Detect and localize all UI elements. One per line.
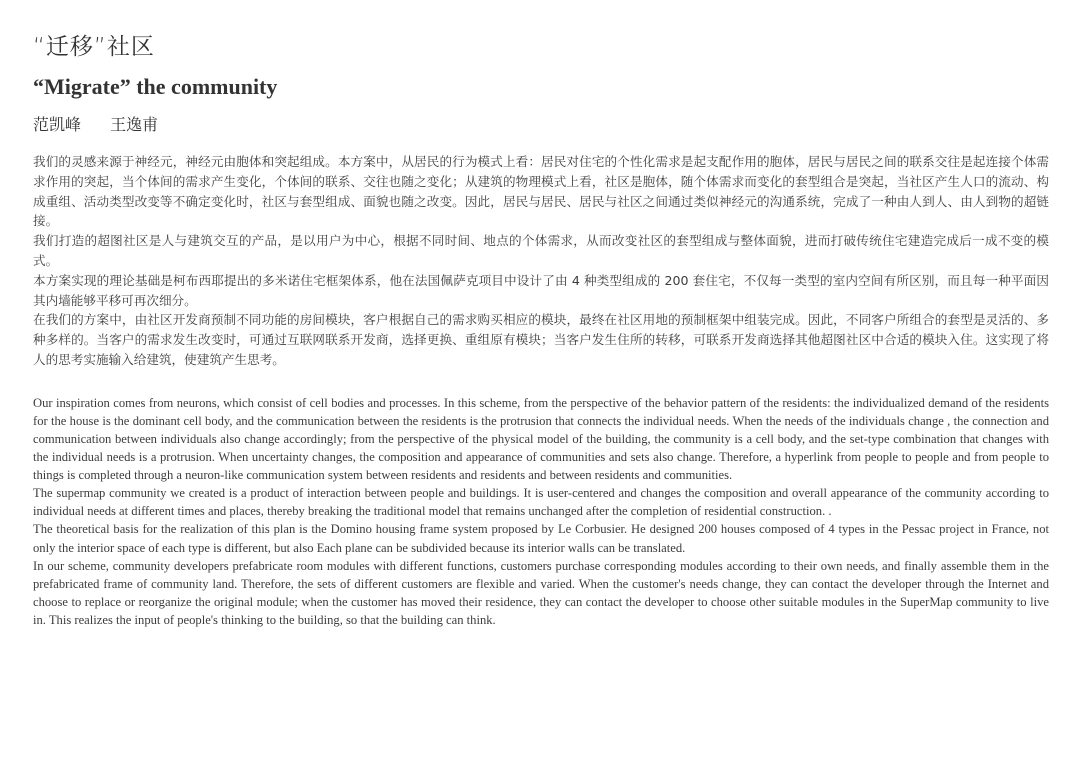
title-chinese: “迁移”社区 bbox=[33, 34, 155, 60]
paragraph-en-2: The supermap community we created is a product of interaction between people and buildings. It is user-centered and changes the composition and overall appearance of the community according to individual needs at different times and places, thereby breaking the traditional model that remains unchanged after the completion of residential construction. . bbox=[33, 486, 1049, 519]
author-line bbox=[33, 112, 1049, 138]
paragraph-en-3: The theoretical basis for the realization of this plan is the Domino housing frame system proposed by Le Corbusier. He designed 200 houses composed of 4 types in the Pessac project in France, not only the interior space of each type is different, but also Each plane can be subdivided because its interior walls can be translated. bbox=[33, 522, 1049, 555]
paragraph-cn-4: 在我们的方案中，由社区开发商预制不同功能的房间模块，客户根据自己的需求购买相应的模块，最终在社区用地的预制框架中组装完成。因此，不同客户所组合的套型是灵活的、多种多样的。当客户的需求发生改变时，可通过互联网联系开发商，选择更换、重组原有模块；当客户发生住所的转移，可联系开发商选择其他超图社区中合适的模块入住。这实现了将人的思考实施输入给建筑，使建筑产生思考。 bbox=[33, 312, 1049, 367]
chinese-body-text bbox=[33, 152, 1049, 370]
author-name: 范凯峰 bbox=[33, 115, 82, 134]
paragraph-cn-1: 我们的灵感来源于神经元，神经元由胞体和突起组成。本方案中，从居民的行为模式上看：居民对住宅的个性化需求是起支配作用的胞体，居民与居民之间的联系交往是起连接个体需求作用的突起，当个体间的需求产生变化，个体间的联系、交往也随之变化；从建筑的物理模式上看，社区是胞体，随个体需求而变化的套型组合是突起，当社区产生人口的流动、构成重组、活动类型改变等不确定变化时，社区与套型组成、面貌也随之改变。因此，居民与居民、居民与社区之间通过类似神经元的沟通系统，完成了一种由人到人、由人到物的超链接。 bbox=[33, 154, 1049, 229]
author-name: 王逸甫 bbox=[110, 115, 159, 134]
paragraph-cn-2: 我们打造的超图社区是人与建筑交互的产品，是以用户为中心，根据不同时间、地点的个体需求，从而改变社区的套型组成与整体面貌，进而打破传统住宅建造完成后一成不变的模式。 bbox=[33, 233, 1049, 268]
paragraph-en-4: In our scheme, community developers prefabricate room modules with different functions, customers purchase corresponding modules according to their own needs, and finally assemble them in the prefabricated frame of community land. Therefore, the sets of different customers are flexible and varied. When the customer's needs change, they can contact the developer through the Internet and choose to replace or reorganize the original module; when the customer has moved their residence, they can contact the developer to choose other suitable modules in the SuperMap community to live in. This realizes the input of people's thinking to the building, so that the building can think. bbox=[33, 558, 1049, 627]
paragraph-en-1: Our inspiration comes from neurons, which consist of cell bodies and processes. In this scheme, from the perspective of the behavior pattern of the residents: the individualized demand of the residents for the house is the dominant cell body, and the communication between the residents is the protrusion that connects the individual needs. When the needs of the individuals change , the connection and communication between individuals also change accordingly; from the perspective of the physical model of the building, the community is a cell body, and the set-type combination that changes with the individual needs is a protrusion. When uncertainty changes, the composition and appearance of communities and sets also change. Therefore, a hyperlink from people to people and from people to things is completed through a neuron-like communication system between residents and residents and between residents and communities. bbox=[33, 395, 1049, 483]
title-english: “Migrate” the community bbox=[33, 74, 278, 99]
document-page bbox=[33, 30, 1049, 629]
english-body-text bbox=[33, 394, 1049, 629]
paragraph-cn-3: 本方案实现的理论基础是柯布西耶提出的多米诺住宅框架体系，他在法国佩萨克项目中设计了由 4 种类型组成的 200 套住宅，不仅每一类型的室内空间有所区别，而且每一种平面因其内墙能够平移可再次细分。 bbox=[33, 272, 1049, 308]
